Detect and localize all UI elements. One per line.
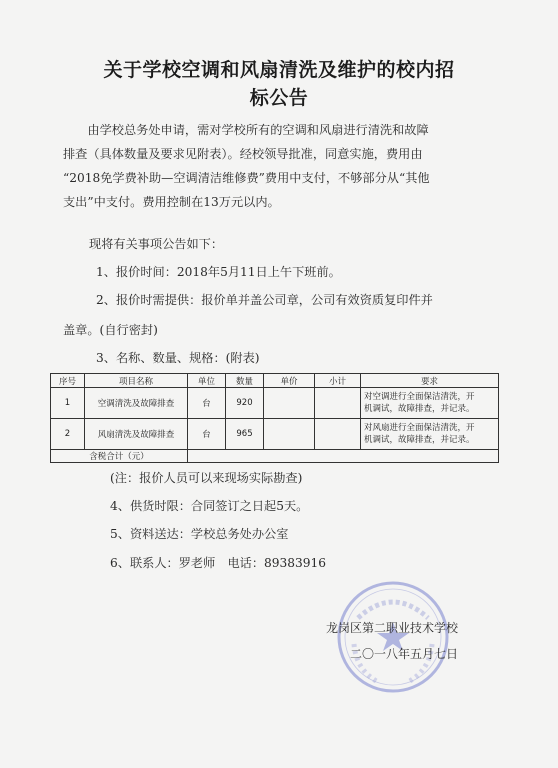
table-total-row	[51, 450, 499, 463]
row-requirement	[361, 388, 499, 419]
intro-line-2: 排查（具体数量及要求见附表）。经校领导批准，同意实施，费用由	[63, 147, 423, 161]
item-5: 5、资料送达：学校总务处办公室	[110, 527, 289, 541]
header-qty: 数量	[226, 374, 264, 388]
intro-line-1: 由学校总务处申请，需对学校所有的空调和风扇进行清洗和故障	[87, 123, 429, 137]
row-price	[264, 419, 315, 450]
official-seal-stamp	[334, 578, 452, 696]
bid-table	[50, 373, 499, 463]
row-name: 风扇清洗及故障排查	[85, 419, 188, 450]
requirement-line-1: 对风扇进行全面保洁清洗，开	[364, 423, 475, 433]
row-subtotal	[315, 419, 361, 450]
note: (注：报价人员可以来现场实际勘查)	[110, 471, 303, 485]
signature-date: 二〇一八年五月七日	[350, 647, 459, 661]
title-line-1: 关于学校空调和风扇清洗及维护的校内招	[103, 59, 455, 81]
item-6: 6、联系人：罗老师 电话：89383916	[110, 556, 327, 570]
notice-lead: 现将有关事项公告如下：	[89, 237, 224, 251]
requirement-line-2: 机调试，故障排查，并记录。	[364, 404, 475, 414]
row-unit: 台	[188, 388, 226, 419]
item-2-line-1: 2、报价时需提供：报价单并盖公司章，公司有效资质复印件并	[96, 293, 433, 307]
table-header-row	[51, 374, 499, 388]
row-no: 1	[51, 388, 85, 419]
item-1: 1、报价时间：2018年5月11日上午下班前。	[96, 265, 341, 279]
total-label: 含税合计（元）	[51, 450, 188, 463]
table-row	[51, 419, 499, 450]
requirement-line-2: 机调试，故障排查，并记录。	[364, 435, 475, 445]
row-subtotal	[315, 388, 361, 419]
signature-organization: 龙岗区第二职业技术学校	[326, 621, 459, 635]
header-price: 单价	[264, 374, 315, 388]
title-line-2: 标公告	[249, 87, 309, 109]
item-3: 3、名称、数量、规格：(附表)	[96, 351, 260, 365]
header-requirement: 要求	[361, 374, 499, 388]
table-row	[51, 388, 499, 419]
item-2-line-2: 盖章。(自行密封)	[63, 323, 158, 337]
intro-line-3: “2018免学费补助—空调清洁维修费”费用中支付，不够部分从“其他	[63, 171, 430, 185]
row-price	[264, 388, 315, 419]
header-subtotal: 小计	[315, 374, 361, 388]
intro-paragraph	[63, 118, 503, 214]
row-requirement	[361, 419, 499, 450]
row-no: 2	[51, 419, 85, 450]
header-unit: 单位	[188, 374, 226, 388]
item-4: 4、供货时限：合同签订之日起5天。	[110, 499, 309, 513]
total-value	[188, 450, 499, 463]
header-name: 项目名称	[85, 374, 188, 388]
row-name: 空调清洗及故障排查	[85, 388, 188, 419]
requirement-line-1: 对空调进行全面保洁清洗，开	[364, 392, 475, 402]
item-2	[63, 288, 503, 342]
intro-line-4: 支出”中支付。费用控制在13万元以内。	[63, 195, 280, 209]
row-qty: 920	[226, 388, 264, 419]
row-qty: 965	[226, 419, 264, 450]
header-no: 序号	[51, 374, 85, 388]
row-unit: 台	[188, 419, 226, 450]
document-title	[40, 56, 518, 112]
